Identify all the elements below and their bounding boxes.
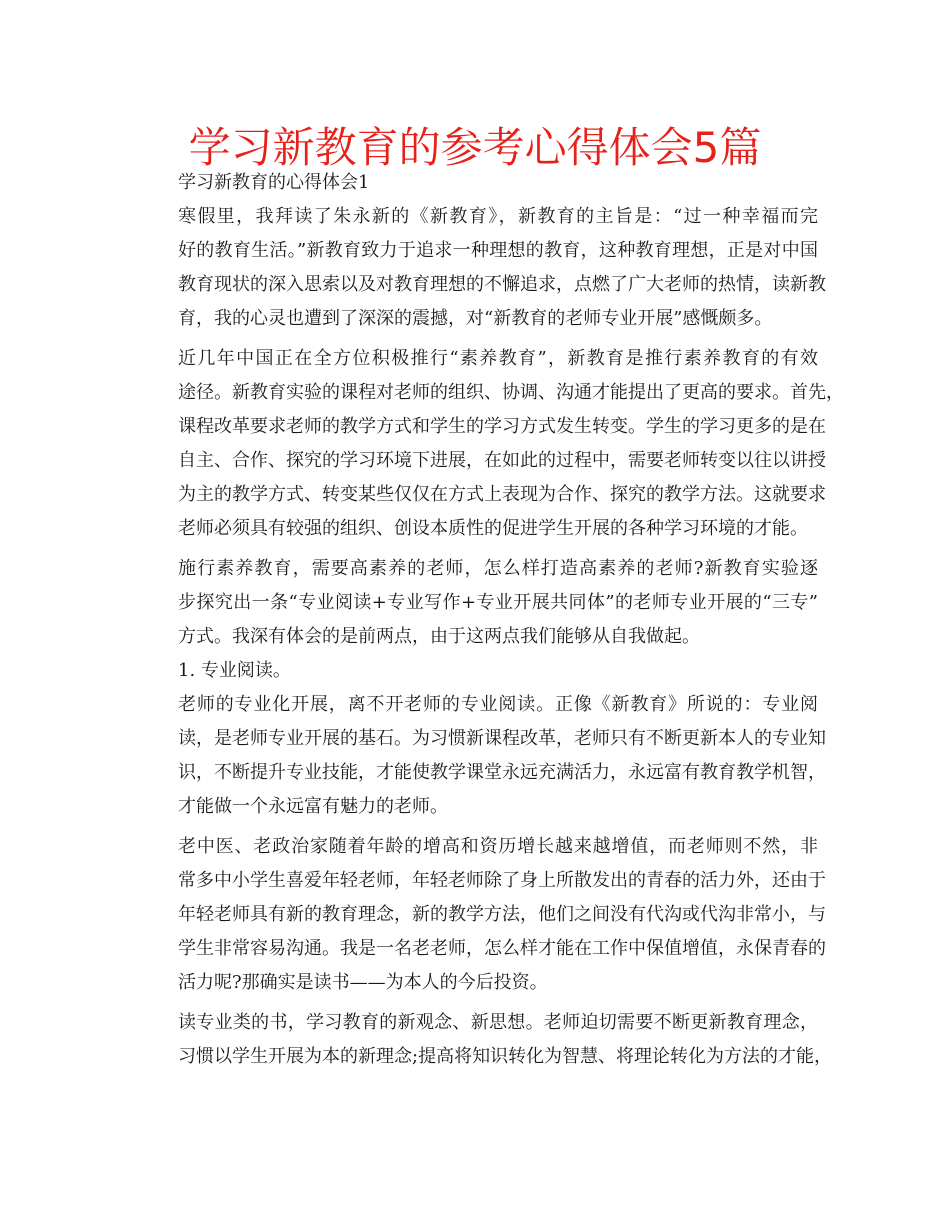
paragraph [142, 342, 844, 546]
text-line: 年轻老师具有新的教育理念，新的教学方法，他们之间没有代沟或代沟非常小，与 [178, 904, 826, 925]
text-line: 好的教育生活。”新教育致力于追求一种理想的教育，这种教育理想，正是对中国 [178, 240, 818, 261]
text-line: 老师的专业化开展，离不开老师的专业阅读。正像《新教育》所说的：专业阅 [178, 694, 818, 715]
text-line: 寒假里，我拜读了朱永新的《新教育》，新教育的主旨是：“过一种幸福而完 [178, 206, 818, 227]
text-line: 施行素养教育，需要高素养的老师，怎么样打造高素养的老师?新教育实验逐 [178, 558, 818, 579]
text-line: 课程改革要求老师的教学方式和学生的学习方式发生转变。学生的学习更多的是在 [178, 416, 826, 437]
section-heading [142, 654, 818, 688]
text-line: 学习新教育的心得体会1 [178, 172, 370, 193]
text-line: 老中医、老政治家随着年龄的增高和资历增长越来越增值，而老师则不然，非 [178, 836, 818, 857]
paragraph [142, 688, 826, 824]
text-line: 育，我的心灵也遭到了深深的震撼，对“新教育的老师专业开展”感慨颇多。 [178, 308, 773, 329]
text-line: 自主、合作、探究的学习环境下进展，在如此的过程中，需要老师转变以往以讲授 [178, 450, 826, 471]
text-line: 学生非常容易沟通。我是一名老老师，怎么样才能在工作中保值增值，永保青春的 [178, 938, 826, 959]
text-line: 老师必须具有较强的组织、创设本质性的促进学生开展的各种学习环境的才能。 [178, 518, 808, 539]
text-line: 活力呢?那确实是读书——为本人的今后投资。 [178, 972, 548, 993]
text-line: 常多中小学生喜爱年轻老师，年轻老师除了身上所散发出的青春的活力外，还由于 [178, 870, 826, 891]
text-line: 近几年中国正在全方位积极推行“素养教育”，新教育是推行素养教育的有效 [178, 348, 818, 369]
text-line: 读专业类的书，学习教育的新观念、新思想。老师迫切需要不断更新教育理念， [178, 1012, 818, 1033]
document-title: 学习新教育的参考心得体会5篇 [188, 123, 762, 172]
text-line: 为主的教学方式、转变某些仅仅在方式上表现为合作、探究的教学方法。这就要求 [178, 484, 826, 505]
paragraph [142, 200, 826, 336]
text-line: 读，是老师专业开展的基石。为习惯新课程改革，老师只有不断更新本人的专业知 [178, 728, 826, 749]
text-line: 才能做一个永远富有魅力的老师。 [178, 796, 448, 817]
paragraph [142, 830, 826, 1000]
document-body [142, 166, 844, 1074]
text-line: 1. 专业阅读。 [178, 660, 291, 681]
text-line: 途径。新教育实验的课程对老师的组织、协调、沟通才能提出了更高的要求。首先， [178, 382, 844, 403]
section-heading [142, 166, 818, 200]
paragraph [142, 1006, 833, 1074]
text-line: 教育现状的深入思索以及对教育理想的不懈追求，点燃了广大老师的热情，读新教 [178, 274, 826, 295]
text-line: 习惯以学生开展为本的新理念;提高将知识转化为智慧、将理论转化为方法的才能， [178, 1046, 833, 1067]
text-line: 识，不断提升专业技能，才能使教学课堂永远充满活力，永远富有教育教学机智， [178, 762, 826, 783]
paragraph [142, 552, 818, 654]
text-line: 步探究出一条“专业阅读+专业写作+专业开展共同体”的老师专业开展的“三专” [178, 592, 818, 613]
text-line: 方式。我深有体会的是前两点，由于这两点我们能够从自我做起。 [178, 626, 700, 647]
